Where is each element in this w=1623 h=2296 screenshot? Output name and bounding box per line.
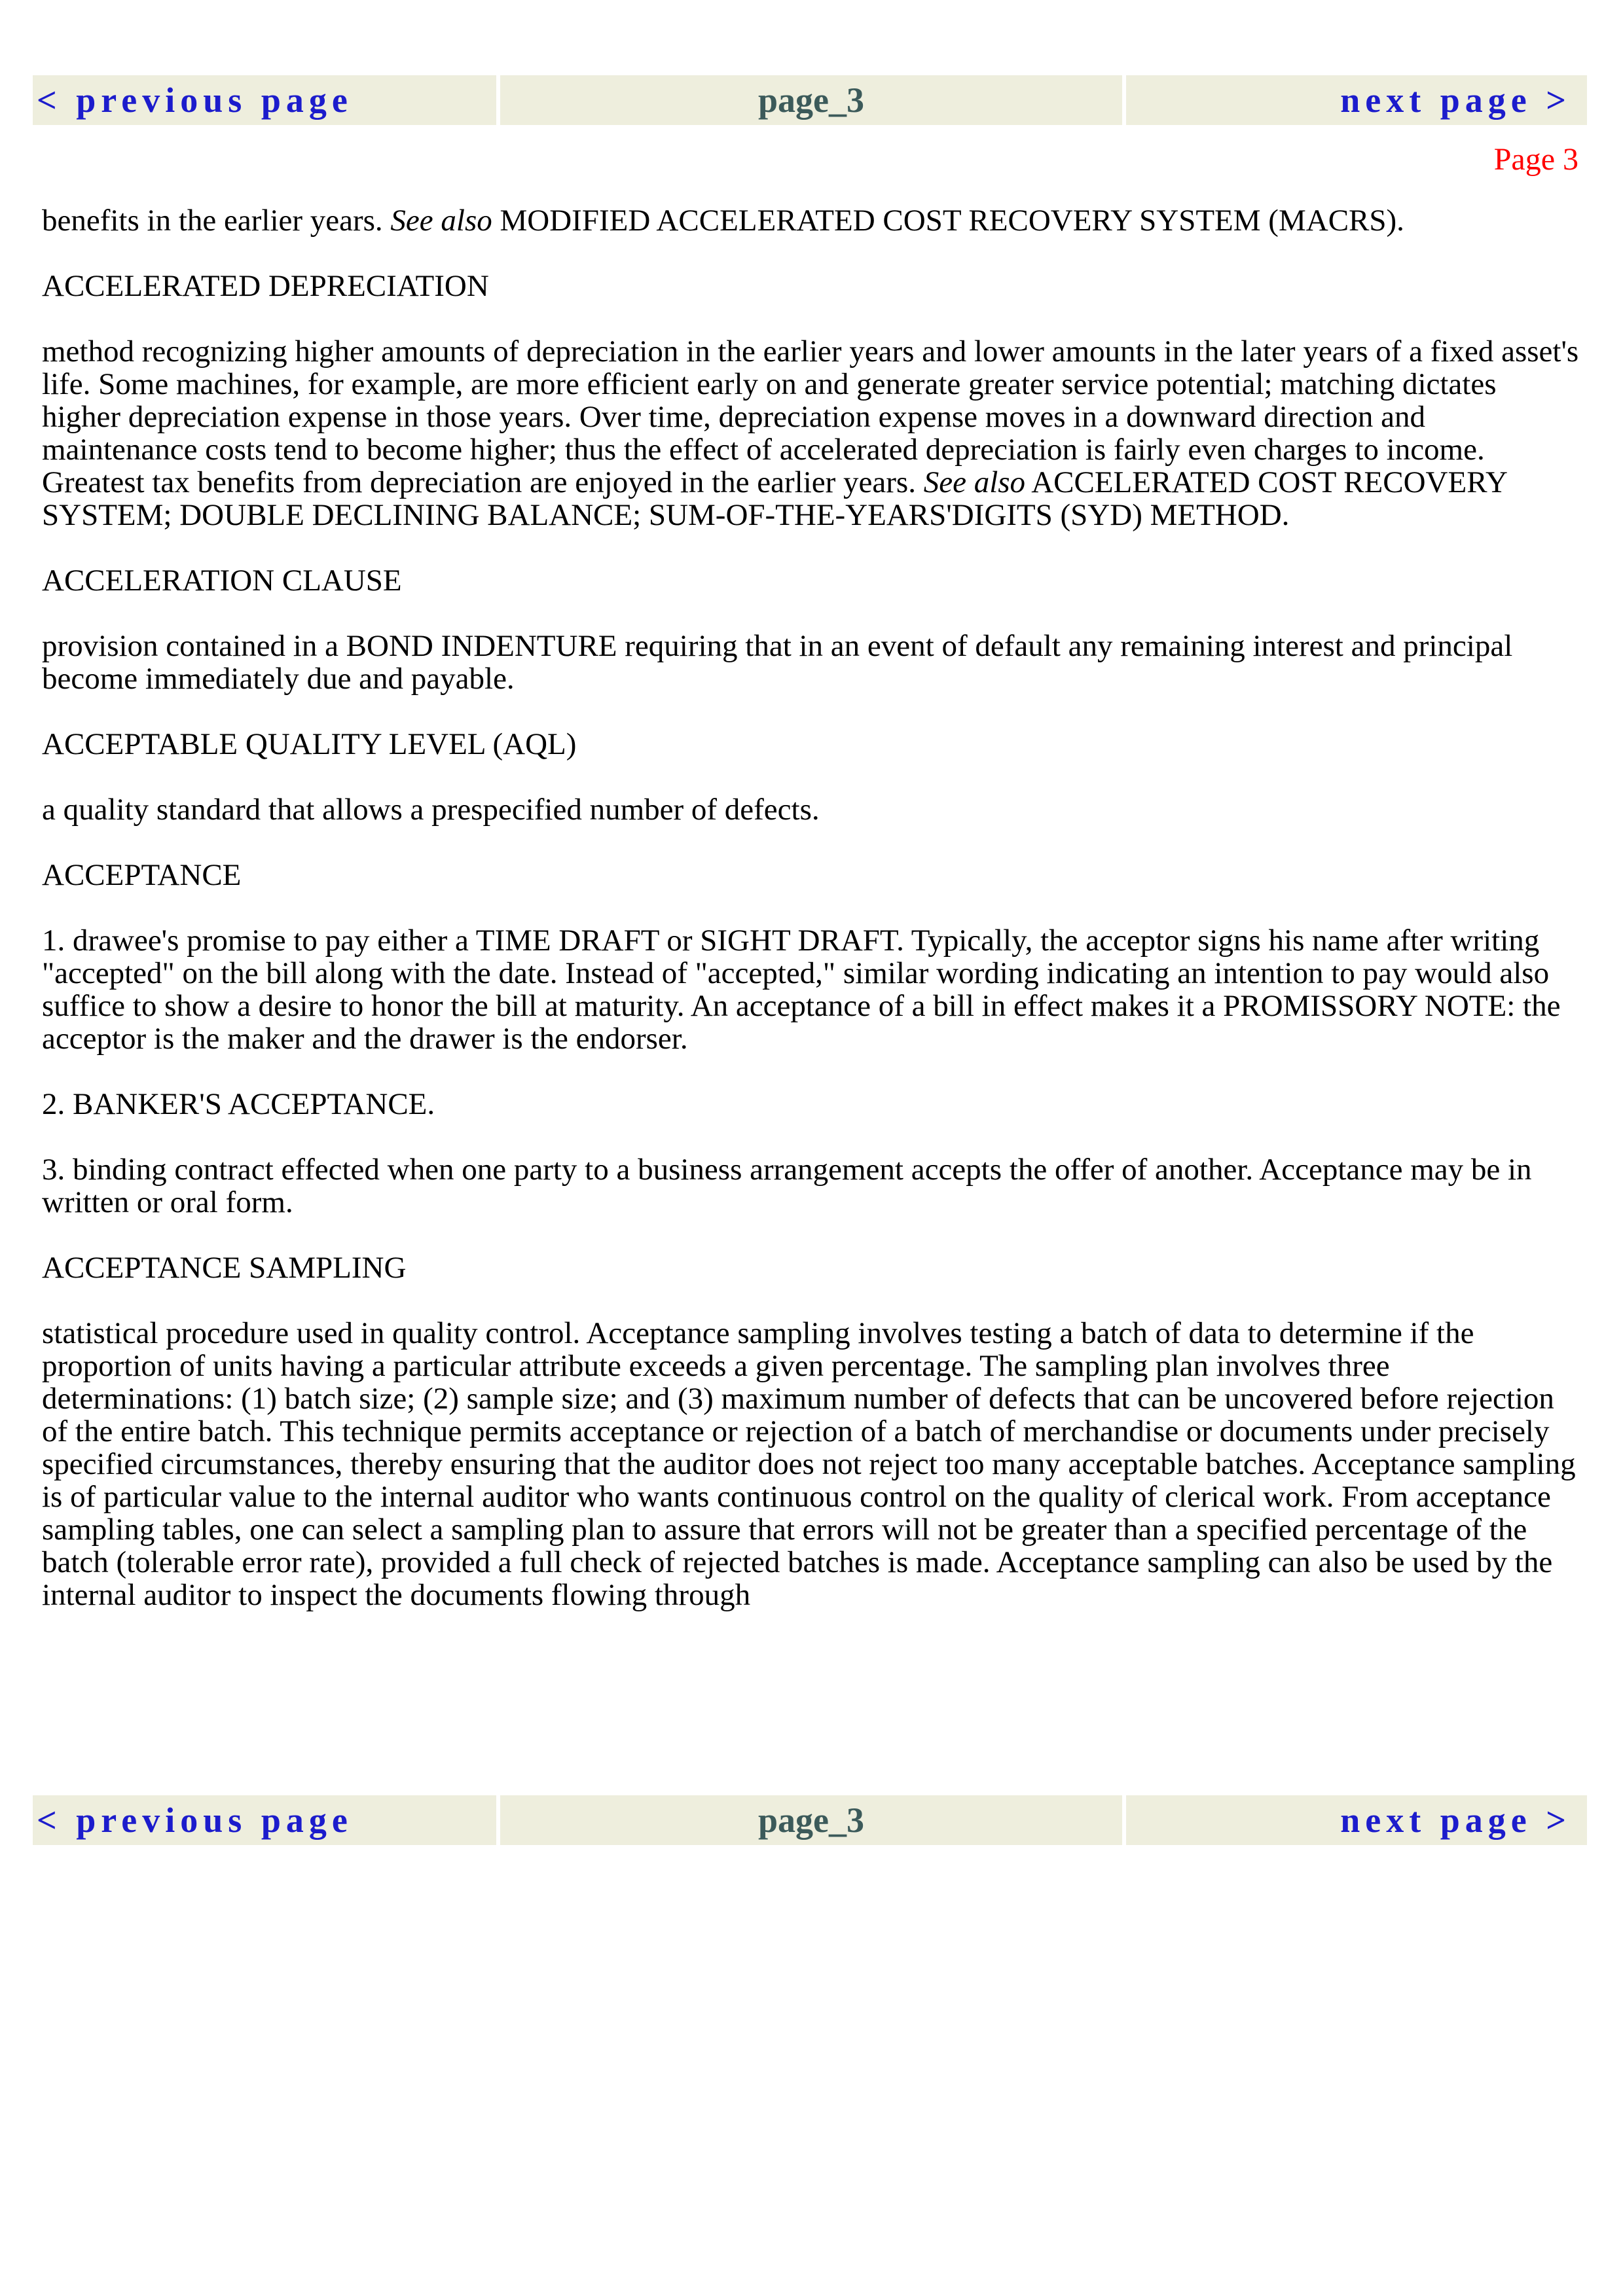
glossary-term: ACCEPTANCE SAMPLING <box>42 1251 407 1285</box>
glossary-term: ACCELERATION CLAUSE <box>42 564 402 598</box>
cross-reference: MODIFIED ACCELERATED COST RECOVERY SYSTEM (MACRS). <box>492 204 1404 238</box>
glossary-definition: statistical procedure used in quality control. Acceptance sampling involves testing a batch of data to determine if the proportion of units having a particular attribute exceeds a given percentage. The sampling plan involves three determinations: (1) batch size; (2) sample size; and (3) maximum number of defects that can be uncovered before rejection of the entire batch. This technique permits acceptance or rejection of a batch of merchandise or documents under precisely specified circumstances, thereby ensuring that the auditor does not reject too many acceptable batches. Acceptance sampling is of particular value to the internal auditor who wants continuous control on the quality of clerical work. From acceptance sampling tables, one can select a sampling plan to assure that errors will not be greater than a specified percentage of the batch (tolerable error rate), provided a full check of rejected batches is made. Acceptance sampling can also be used by the internal auditor to inspect the documents flowing through <box>42 1316 1576 1612</box>
page-title: page_3 <box>500 75 1122 125</box>
cross-reference: ACCELERATED COST RECOVERY SYSTEM; DOUBLE DECLINING BALANCE; SUM-OF-THE-YEARS'DIGITS (SYD) METHOD. <box>42 465 1507 532</box>
see-also-label: See also <box>390 204 492 238</box>
next-page-link[interactable]: next page > <box>1126 75 1587 125</box>
glossary-definition: provision contained in a BOND INDENTURE requiring that in an event of default any remaining interest and principal become immediately due and payable. <box>42 629 1513 696</box>
bottom-navigation-bar <box>33 1795 1591 1845</box>
previous-page-link[interactable]: < previous page <box>33 1795 496 1845</box>
page-title: page_3 <box>500 1795 1122 1845</box>
next-page-link[interactable]: next page > <box>1126 1795 1587 1845</box>
document-body <box>42 204 1580 1644</box>
definition-text: method recognizing higher amounts of depreciation in the earlier years and lower amounts in the later years of a fixed asset's life. Some machines, for example, are more efficient early on and generate greater service potential; matching dictates higher depreciation expense in those years. Over time, depreciation expense moves in a downward direction and maintenance costs tend to become higher; thus the effect of accelerated depreciation is fairly even charges to income. Greatest tax benefits from depreciation are enjoyed in the earlier years. <box>42 334 1579 499</box>
glossary-definition: 2. BANKER'S ACCEPTANCE. <box>42 1087 435 1121</box>
glossary-definition <box>42 335 1580 531</box>
continued-paragraph <box>42 204 1580 237</box>
paragraph-text: benefits in the earlier years. <box>42 204 391 238</box>
glossary-term: ACCEPTANCE <box>42 858 242 892</box>
page-number-label: Page 3 <box>1493 142 1578 177</box>
glossary-definition: 3. binding contract effected when one party to a business arrangement accepts the offer of another. Acceptance may be in written or oral form. <box>42 1153 1532 1219</box>
glossary-term: ACCELERATED DEPRECIATION <box>42 269 489 303</box>
see-also-label: See also <box>923 465 1026 499</box>
glossary-definition: 1. drawee's promise to pay either a TIME DRAFT or SIGHT DRAFT. Typically, the acceptor signs his name after writing "accepted" on the bill along with the date. Instead of "accepted," similar wording indicating an intention to pay would also suffice to show a desire to honor the bill at maturity. An acceptance of a bill in effect makes it a PROMISSORY NOTE: the acceptor is the maker and the drawer is the endorser. <box>42 924 1561 1056</box>
glossary-term: ACCEPTABLE QUALITY LEVEL (AQL) <box>42 727 577 761</box>
previous-page-link[interactable]: < previous page <box>33 75 496 125</box>
top-navigation-bar <box>33 75 1591 125</box>
glossary-definition: a quality standard that allows a prespecified number of defects. <box>42 793 820 827</box>
